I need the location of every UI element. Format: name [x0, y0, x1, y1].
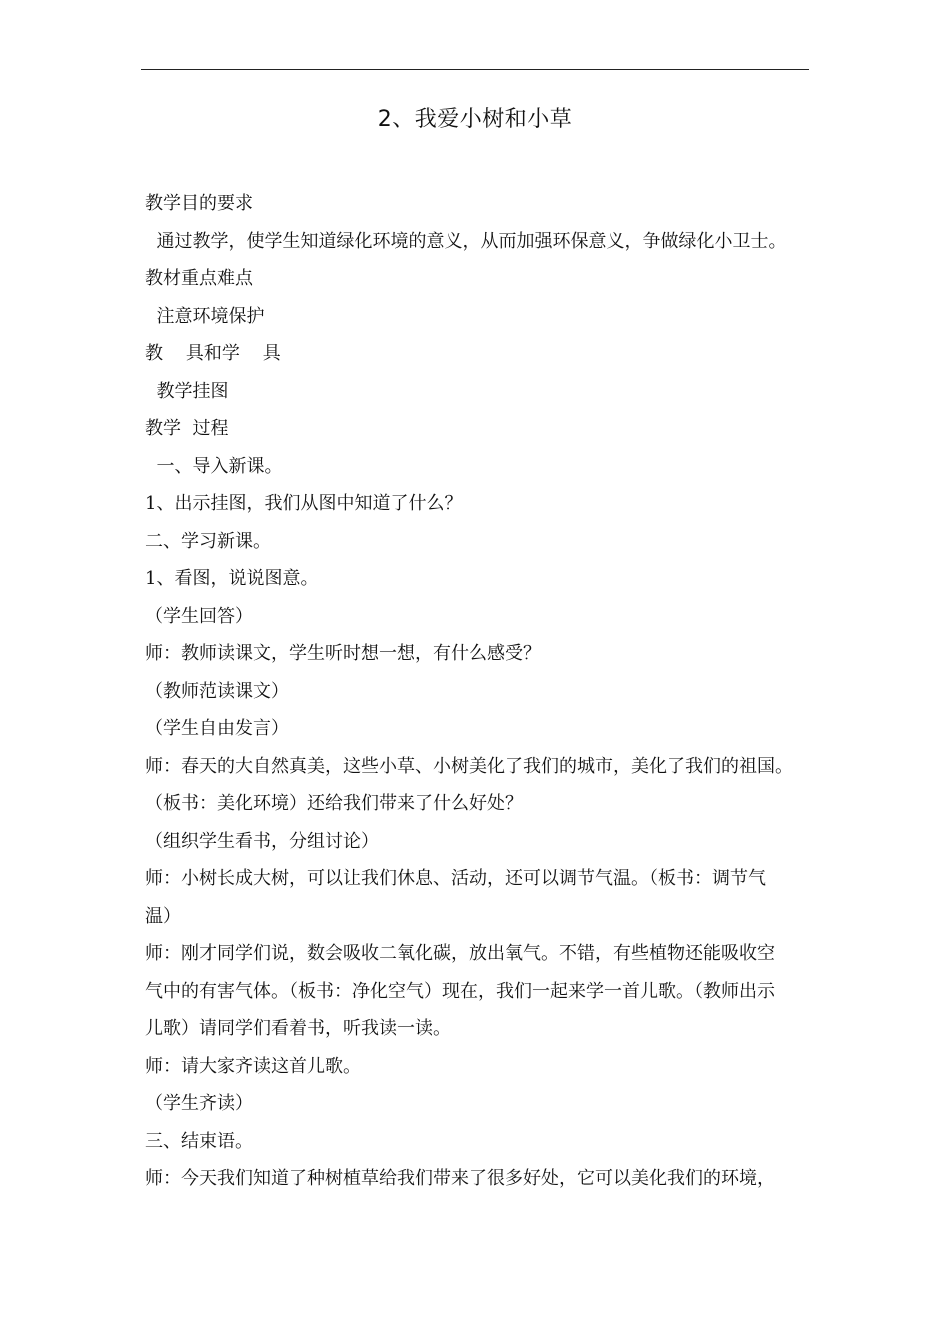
text-line: 教 具和学 具 [145, 343, 281, 364]
text-line: （学生齐读） [145, 1093, 253, 1114]
text-line: 教学挂图 [145, 380, 229, 402]
text-line: 教学 过程 [145, 418, 229, 439]
header-rule [141, 69, 809, 70]
text-line: 气中的有害气体。（板书：净化空气）现在，我们一起来学一首儿歌。（教师出示 [145, 980, 775, 1002]
text-line: 教学目的要求 [145, 193, 253, 214]
text-line: 1、看图，说说图意。 [145, 568, 319, 589]
text-line: （学生自由发言） [145, 718, 289, 739]
document-body [145, 185, 813, 1198]
text-line: 师：春天的大自然真美，这些小草、小树美化了我们的城市，美化了我们的祖国。 [145, 755, 793, 777]
text-line: （板书：美化环境）还给我们带来了什么好处？ [145, 793, 523, 814]
text-line: 1、出示挂图，我们从图中知道了什么？ [145, 493, 463, 514]
text-line: 注意环境保护 [145, 305, 265, 327]
text-line: （组织学生看书，分组讨论） [145, 830, 379, 852]
text-line: 师：今天我们知道了种树植草给我们带来了很多好处，它可以美化我们的环境， [145, 1168, 775, 1189]
text-line: 一、导入新课。 [145, 455, 283, 477]
text-line: （学生回答） [145, 605, 253, 627]
text-line: （教师范读课文） [145, 680, 289, 702]
text-line: 儿歌）请同学们看着书，听我读一读。 [145, 1018, 451, 1039]
text-line: 教材重点难点 [145, 268, 253, 289]
text-line: 师：教师读课文，学生听时想一想，有什么感受？ [145, 643, 541, 664]
text-line: 师：小树长成大树，可以让我们休息、活动，还可以调节气温。（板书：调节气 [145, 868, 766, 889]
text-line: 师：请大家齐读这首儿歌。 [145, 1055, 361, 1077]
text-line: 二、学习新课。 [145, 530, 271, 552]
text-line: 三、结束语。 [145, 1130, 253, 1152]
text-line: 师：刚才同学们说，数会吸收二氧化碳，放出氧气。不错，有些植物还能吸收空 [145, 943, 775, 964]
document-title: 2、我爱小树和小草 [377, 107, 573, 132]
text-line: 温） [145, 905, 181, 927]
text-line: 通过教学，使学生知道绿化环境的意义，从而加强环保意义，争做绿化小卫士。 [145, 230, 787, 252]
